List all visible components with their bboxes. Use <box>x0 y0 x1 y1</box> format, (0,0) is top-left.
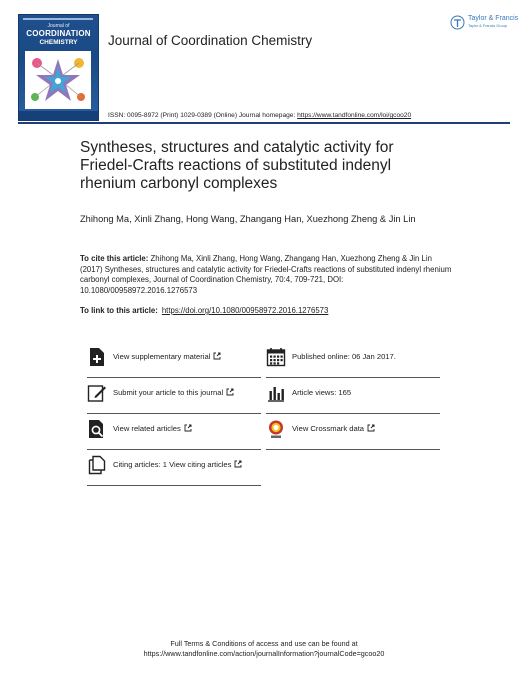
external-link-icon <box>226 388 234 396</box>
edit-icon <box>87 383 107 403</box>
supplementary-material-label: View supplementary material <box>113 352 221 361</box>
cover-bottom-band <box>19 111 98 120</box>
footer-terms <box>0 639 528 659</box>
article-link-label: To link to this article: <box>80 306 158 315</box>
issn-line <box>108 112 411 119</box>
crossmark-button[interactable] <box>266 413 440 450</box>
add-document-icon <box>87 347 107 367</box>
published-online-label: Published online: 06 Jan 2017. <box>292 352 396 361</box>
publisher-tagline: Taylor & Francis Group <box>468 24 507 28</box>
external-link-icon <box>234 460 242 468</box>
article-authors: Zhihong Ma, Xinli Zhang, Hong Wang, Zhangang Han, Xuezhong Zheng & Jin Lin <box>80 214 416 224</box>
calendar-icon <box>266 347 286 367</box>
footer-terms-text: Full Terms & Conditions of access and use can be found at <box>170 639 358 648</box>
issn-text: ISSN: 0095-8972 (Print) 1029-0389 (Online) Journal homepage: <box>108 112 298 119</box>
citation-block <box>80 254 452 296</box>
submit-article-label: Submit your article to this journal <box>113 388 234 397</box>
related-articles-button[interactable] <box>87 413 261 450</box>
citation-label: To cite this article: <box>80 254 149 263</box>
journal-title[interactable]: Journal of Coordination Chemistry <box>108 33 313 48</box>
citation-text: Zhihong Ma, Xinli Zhang, Hong Wang, Zhangang Han, Xuezhong Zheng & Jin Lin (2017) Syntheses, structures and catalytic activity for Friedel-Crafts reactions of substituted indenyl rhenium carbonyl complexes, Journal of Coordination Chemistry, 70:4, 709-721, DOI: 10.1080/00958972.2016.1276573 <box>80 254 452 295</box>
crossmark-label: View Crossmark data <box>292 424 375 433</box>
related-articles-label: View related articles <box>113 424 192 433</box>
citing-articles-button[interactable] <box>87 449 261 486</box>
published-online-info <box>266 341 440 378</box>
cover-molecule-illustration <box>25 51 91 109</box>
header-divider <box>18 122 510 124</box>
citing-articles-label: Citing articles: 1 View citing articles <box>113 460 242 469</box>
footer-terms-link[interactable]: https://www.tandfonline.com/action/journalInformation?journalCode=gcoo20 <box>143 649 385 658</box>
submit-article-button[interactable] <box>87 377 261 414</box>
copy-documents-icon <box>87 455 107 475</box>
cover-title-line1: COORDINATION <box>26 29 91 38</box>
publisher-logo <box>450 14 519 36</box>
external-link-icon <box>213 352 221 360</box>
cover-subtitle: Journal of <box>47 23 70 29</box>
publisher-name: Taylor & Francis <box>468 15 519 22</box>
cover-artwork <box>25 51 91 109</box>
external-link-icon <box>184 424 192 432</box>
article-link-line <box>80 306 328 315</box>
journal-cover-image[interactable] <box>18 14 99 121</box>
bar-chart-icon <box>266 383 286 403</box>
publisher-logo-icon <box>450 15 465 30</box>
article-doi-link[interactable]: https://doi.org/10.1080/00958972.2016.1276573 <box>161 306 329 315</box>
article-views-label: Article views: 165 <box>292 388 352 397</box>
crossmark-icon <box>266 419 286 439</box>
journal-homepage-link[interactable]: https://www.tandfonline.com/loi/gcoo20 <box>297 112 412 119</box>
article-title: Syntheses, structures and catalytic activity for Friedel-Crafts reactions of substituted indenyl rhenium carbonyl complexes <box>80 139 394 192</box>
search-document-icon <box>87 419 107 439</box>
cover-title-line2: CHEMISTRY <box>39 39 78 46</box>
article-views-info <box>266 377 440 414</box>
cover-top-line <box>23 18 93 20</box>
external-link-icon <box>367 424 375 432</box>
supplementary-material-button[interactable] <box>87 341 261 378</box>
